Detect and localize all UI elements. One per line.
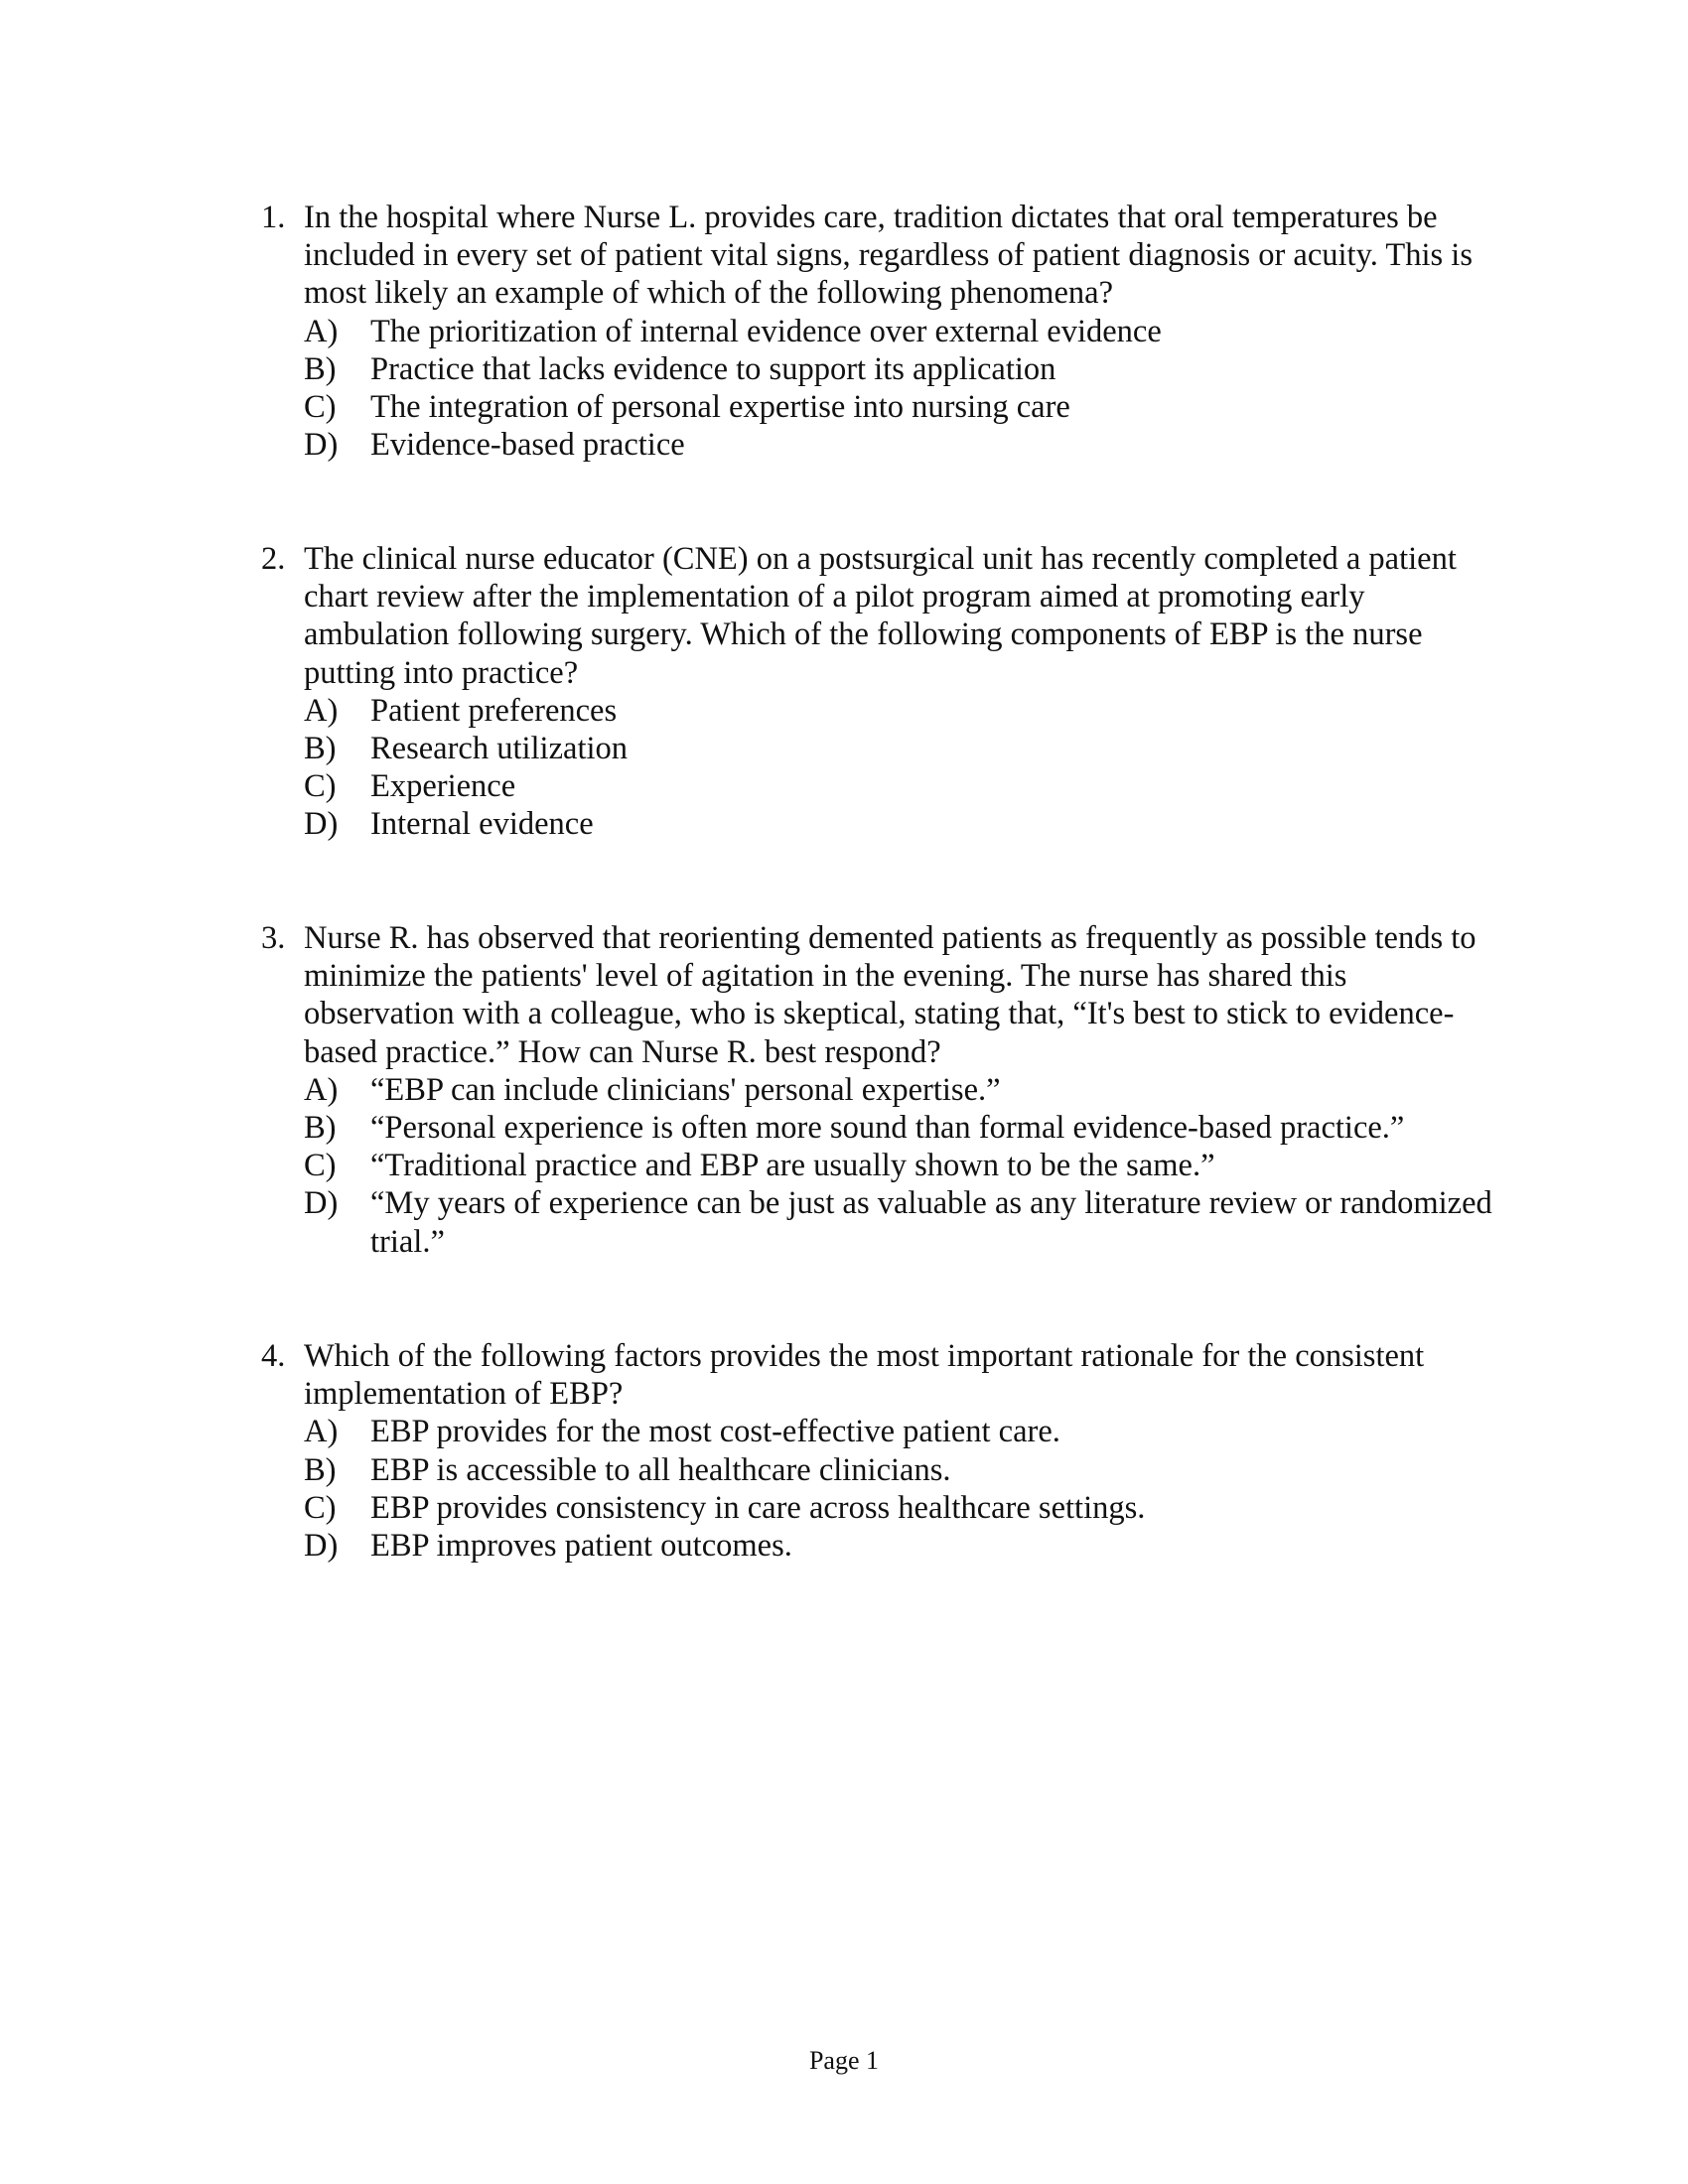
option-text: EBP provides for the most cost-effective patient care. [370, 1414, 1060, 1450]
option-letter: A) [304, 1414, 339, 1450]
option-c [304, 388, 1492, 426]
option-a [304, 692, 1492, 730]
option-letter: C) [304, 768, 337, 805]
question-stem: Which of the following factors provides the most important rationale for the consistent implementation of EBP? [304, 1338, 1425, 1413]
option-d [304, 426, 1492, 464]
option-d [304, 805, 1492, 843]
option-text: The integration of personal expertise into nursing care [370, 389, 1070, 426]
option-letter: A) [304, 313, 339, 349]
option-letter: D) [304, 427, 339, 464]
option-text: Patient preferences [370, 692, 618, 729]
page-number: Page 1 [808, 2046, 880, 2075]
option-letter: B) [304, 1110, 337, 1147]
option-text: Research utilization [370, 731, 629, 767]
option-letter: B) [304, 731, 337, 767]
question-4 [261, 1337, 1492, 1565]
option-b [304, 730, 1492, 767]
option-b [304, 1451, 1492, 1489]
option-letter: C) [304, 389, 337, 426]
question-1 [261, 199, 1492, 464]
option-text: Experience [370, 768, 516, 805]
question-stem-row [261, 199, 1492, 313]
question-stem-row [261, 540, 1492, 692]
option-letter: A) [304, 1071, 339, 1108]
option-a [304, 313, 1492, 350]
question-stem-row [261, 919, 1492, 1071]
question-2 [261, 540, 1492, 844]
question-3 [261, 919, 1492, 1261]
option-letter: C) [304, 1489, 337, 1526]
question-stem-row [261, 1337, 1492, 1413]
option-d [304, 1527, 1492, 1565]
option-c [304, 1147, 1492, 1184]
question-stem: Nurse R. has observed that reorienting demented patients as frequently as possible tends to minimize the patients' level of agitation in the evening. The nurse has shared this observation with a colleague, who is skeptical, stating that, “It's best to stick to evidence-based practice.” How can Nurse R. best respond? [304, 920, 1477, 1070]
option-letter: B) [304, 1451, 337, 1488]
option-letter: D) [304, 1528, 339, 1565]
question-number: 2. [261, 541, 286, 577]
option-text: “My years of experience can be just as valuable as any literature review or randomized trial.” [370, 1185, 1492, 1260]
option-text: Internal evidence [370, 806, 594, 843]
option-letter: A) [304, 692, 339, 729]
option-a [304, 1071, 1492, 1109]
option-text: Evidence-based practice [370, 427, 685, 464]
option-letter: D) [304, 1185, 339, 1222]
option-text: EBP improves patient outcomes. [370, 1528, 792, 1565]
option-b [304, 1109, 1492, 1147]
question-number: 1. [261, 200, 286, 235]
option-text: “Traditional practice and EBP are usually shown to be the same.” [370, 1148, 1215, 1184]
option-b [304, 350, 1492, 388]
option-text: Practice that lacks evidence to support its application [370, 350, 1056, 387]
question-stem: The clinical nurse educator (CNE) on a postsurgical unit has recently completed a patient chart review after the implementation of a pilot program aimed at promoting early ambulation following surgery. Which of the following components of EBP is the nurse putting into practice? [304, 541, 1457, 691]
option-text: “EBP can include clinicians' personal expertise.” [370, 1071, 1001, 1108]
option-text: “Personal experience is often more sound than formal evidence-based practice.” [370, 1110, 1405, 1147]
question-stem: In the hospital where Nurse L. provides care, tradition dictates that oral temperatures be included in every set of patient vital signs, regardless of patient diagnosis or acuity. This is most likely an example of which of the following phenomena? [304, 200, 1473, 312]
option-d [304, 1184, 1492, 1260]
option-letter: D) [304, 806, 339, 843]
option-letter: C) [304, 1148, 337, 1184]
option-letter: B) [304, 350, 337, 387]
option-text: The prioritization of internal evidence over external evidence [370, 313, 1162, 349]
option-text: EBP is accessible to all healthcare clinicians. [370, 1451, 951, 1488]
question-number: 3. [261, 920, 286, 956]
option-a [304, 1413, 1492, 1450]
option-c [304, 1489, 1492, 1527]
question-number: 4. [261, 1338, 286, 1374]
option-text: EBP provides consistency in care across healthcare settings. [370, 1489, 1146, 1526]
option-c [304, 767, 1492, 805]
